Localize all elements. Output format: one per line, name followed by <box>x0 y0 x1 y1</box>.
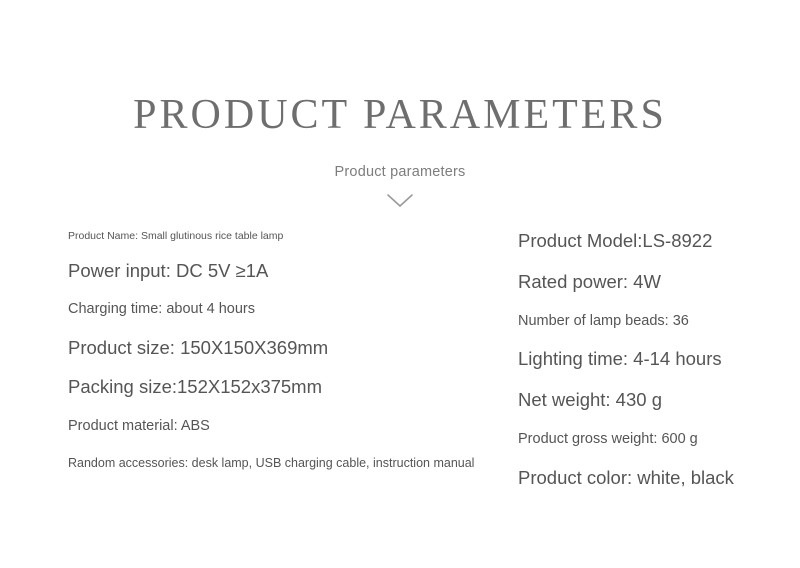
specs-columns <box>0 230 800 489</box>
specs-column-right <box>400 230 800 489</box>
spec-item: Product Model:LS-8922 <box>518 230 713 251</box>
spec-item: Net weight: 430 g <box>518 389 662 411</box>
spec-item: Number of lamp beads: 36 <box>518 312 689 329</box>
chevron-down-icon <box>0 192 800 215</box>
page-subtitle: Product parameters <box>334 164 466 181</box>
spec-item: Power input: DC 5V ≥1A <box>68 260 269 282</box>
spec-item: Charging time: about 4 hours <box>68 301 255 318</box>
spec-item: Product color: white, black <box>518 467 734 489</box>
spec-item: Product size: 150X150X369mm <box>68 337 329 358</box>
spec-item: Random accessories: desk lamp, USB charging cable, instruction manual <box>68 456 475 471</box>
specs-column-left <box>0 230 475 489</box>
spec-item: Rated power: 4W <box>518 271 661 293</box>
page-title: PRODUCT PARAMETERS <box>133 92 667 138</box>
spec-item: Lighting time: 4-14 hours <box>518 348 722 370</box>
spec-item: Packing size:152X152x375mm <box>68 376 323 398</box>
spec-item: Product material: ABS <box>68 417 210 434</box>
spec-item: Product gross weight: 600 g <box>518 430 698 447</box>
spec-item: Product Name: Small glutinous rice table lamp <box>68 230 284 242</box>
